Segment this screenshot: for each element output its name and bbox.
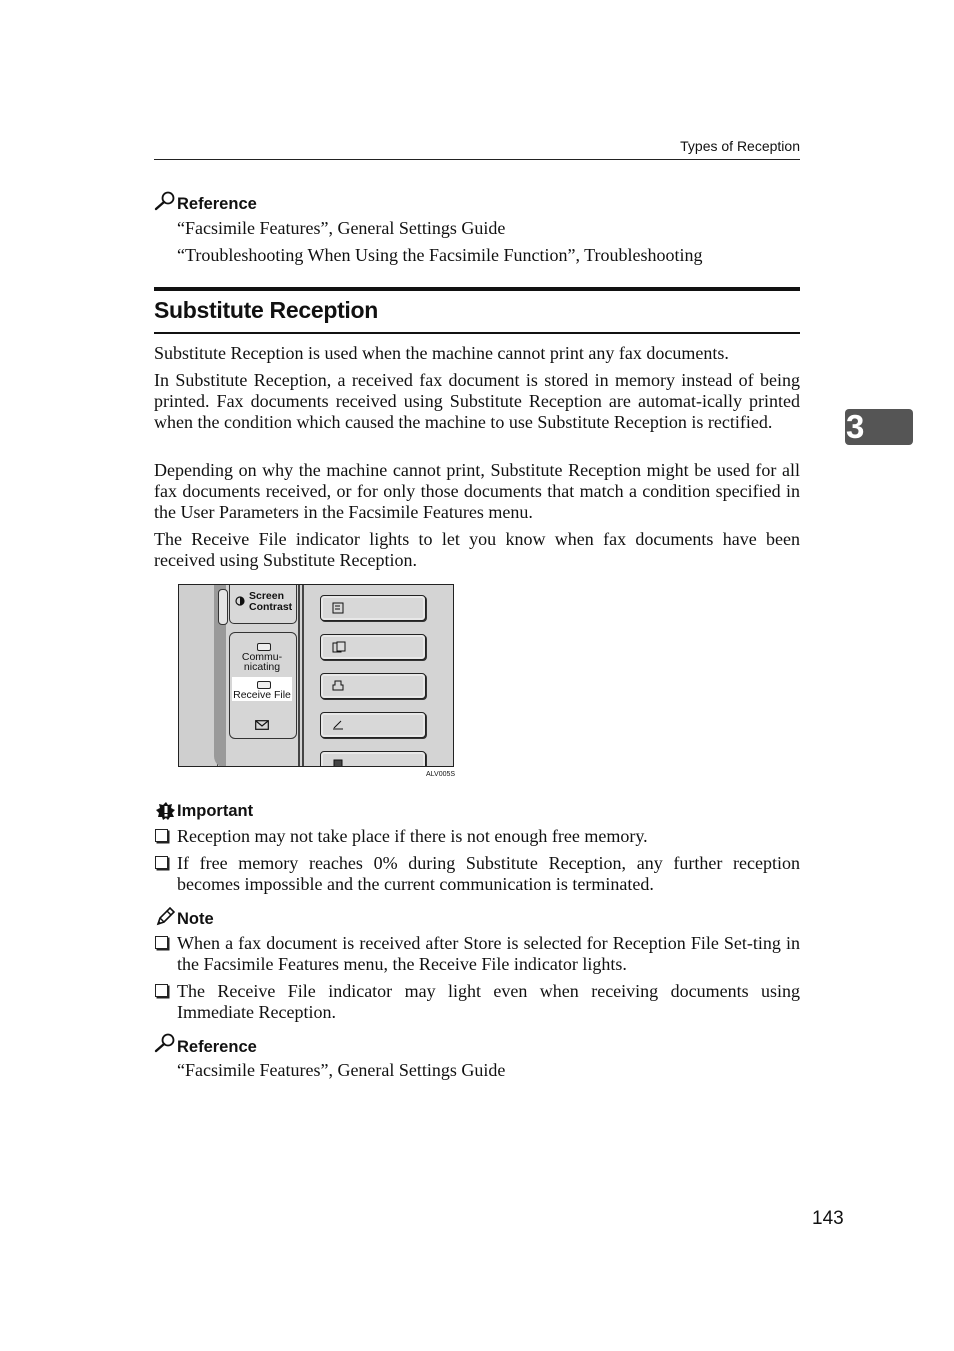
screen-contrast-key [229, 585, 297, 624]
function-key-facsimile [320, 751, 426, 767]
function-key-printer [320, 673, 426, 699]
important-icon [155, 801, 177, 826]
receive-file-label: Receive File [233, 689, 291, 701]
bullet-box [155, 829, 168, 842]
contrast-icon [235, 593, 245, 611]
reference-line: “Troubleshooting When Using the Facsimile Function”, Troubleshooting [177, 245, 703, 265]
paragraph: In Substitute Reception, a received fax document is stored in memory instead of being printed. Fax documents received using Substitute Reception are automat-ically printed when the condition which caused the machine to use Substitute Reception is rectified. [154, 370, 800, 432]
facsimile-icon [332, 757, 344, 767]
document-server-icon [332, 640, 344, 652]
communicating-lamp [257, 643, 271, 651]
bullet-box [155, 936, 168, 949]
receive-file-lamp [257, 681, 271, 689]
note-item: When a fax document is received after Store is selected for Reception File Set-ting in the Facsimile Features menu, the Receive File indicator lights. [177, 933, 800, 974]
important-item: If free memory reaches 0% during Substitute Reception, any further reception becomes impossible and the current communication is terminated. [177, 853, 800, 894]
header-rule [154, 159, 800, 160]
mailbox-icon [255, 717, 269, 735]
important-item: Reception may not take place if there is not enough free memory. [177, 826, 648, 846]
scanner-icon [332, 718, 344, 730]
reference-line: “Facsimile Features”, General Settings Guide [177, 1060, 506, 1080]
chapter-number: 3 [846, 408, 865, 445]
important-label: Important [177, 802, 254, 820]
pencil-icon [155, 907, 175, 932]
reference-icon [154, 191, 176, 216]
section-rule-bottom [154, 332, 800, 334]
bullet-box [155, 856, 168, 869]
running-head: Types of Reception [680, 138, 800, 154]
section-title: Substitute Reception [154, 297, 379, 323]
section-rule-top [154, 287, 800, 291]
note-item: The Receive File indicator may light even when receiving documents using Immediate Reception. [177, 981, 800, 1022]
paragraph: Depending on why the machine cannot print, Substitute Reception might be used for all fax documents received, or for only those documents that match a condition specified in the User Parameters in the Facsimile Features menu. [154, 460, 800, 522]
note-label: Note [177, 910, 214, 928]
printer-icon [332, 679, 344, 691]
slot-indicator [218, 589, 228, 625]
paragraph: Substitute Reception is used when the machine cannot print any fax documents. [154, 343, 729, 363]
control-panel-illustration [178, 584, 454, 767]
reference-label: Reference [177, 195, 257, 213]
reference-icon [154, 1033, 176, 1058]
bullet-box [155, 984, 168, 997]
indicator-group [229, 632, 297, 739]
function-key-scanner [320, 712, 426, 738]
function-key-copy [320, 595, 426, 621]
copy-icon [332, 601, 344, 613]
function-key-document-server [320, 634, 426, 660]
paragraph: The Receive File indicator lights to let you know when fax documents have been received using Substitute Reception. [154, 529, 800, 570]
screen-label: Screen [249, 590, 285, 602]
page-number: 143 [812, 1208, 844, 1229]
communicating-label-2: nicating [243, 661, 281, 673]
reference-line: “Facsimile Features”, General Settings Guide [177, 218, 506, 238]
contrast-label: Contrast [249, 601, 293, 613]
communicating-label-1: Commu- [241, 651, 283, 663]
chapter-tab [845, 409, 913, 445]
reference-label: Reference [177, 1038, 257, 1056]
figure-code: ALV005S [426, 771, 456, 778]
